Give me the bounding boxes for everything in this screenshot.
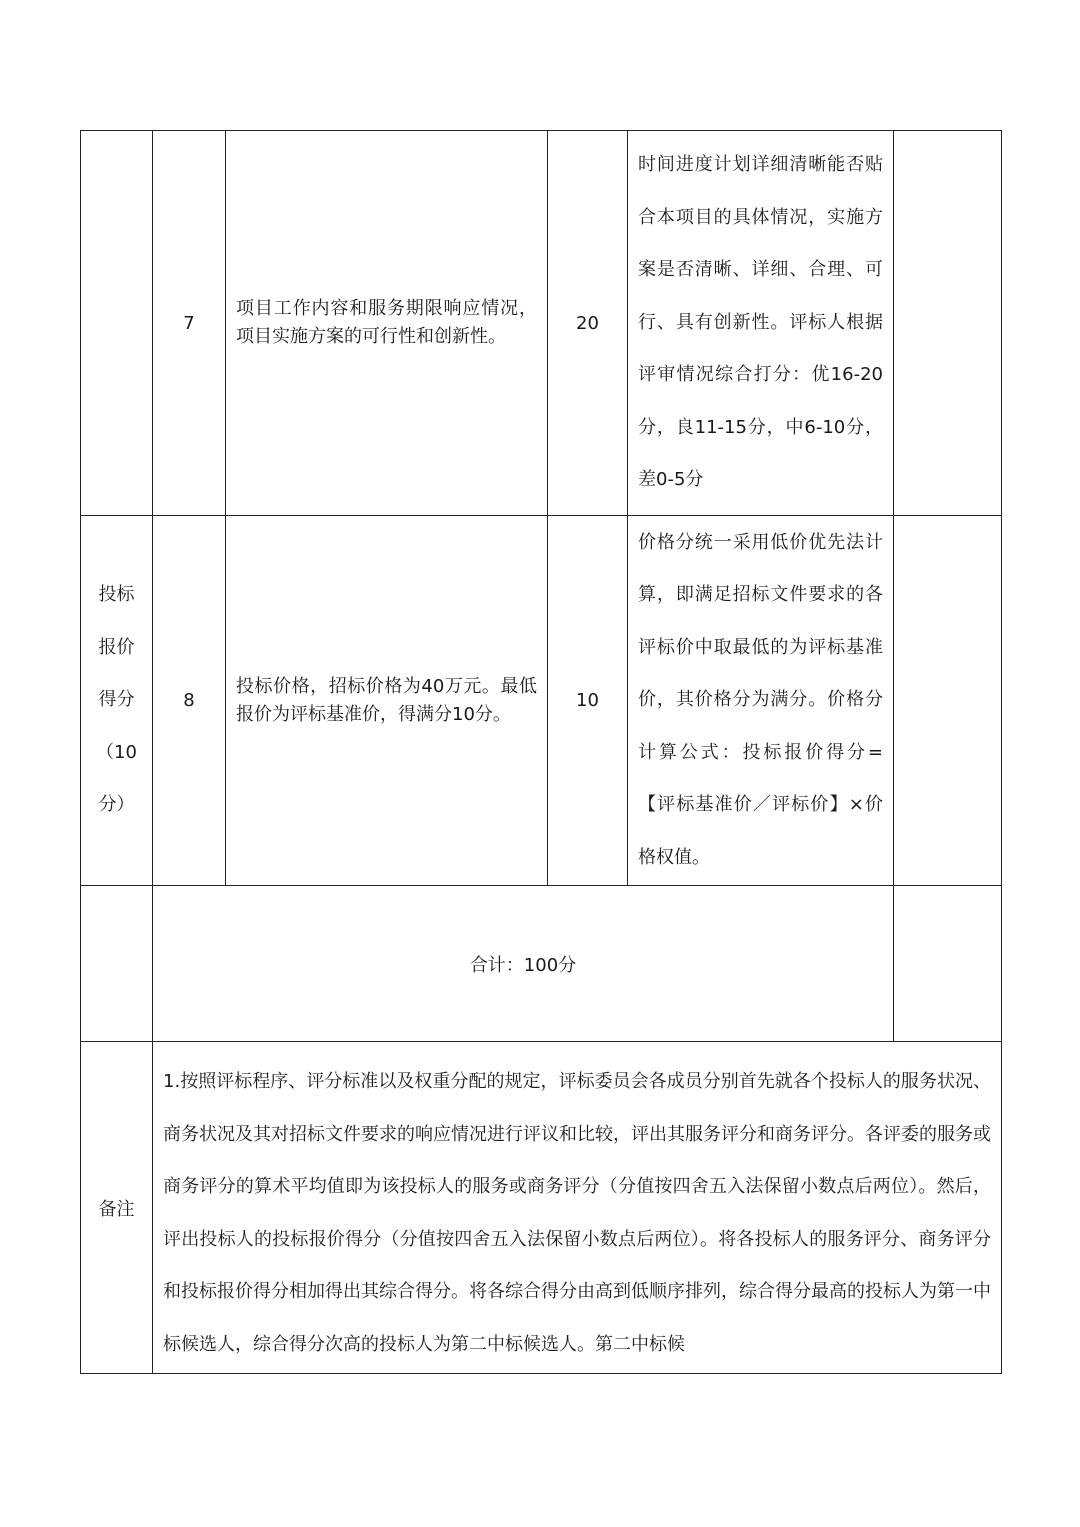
category-line: 得分 xyxy=(98,689,135,711)
remarks-cell xyxy=(153,1042,1002,1374)
remarks-label: 备注 xyxy=(81,1042,153,1374)
table-row xyxy=(81,516,1002,886)
scoring-criteria xyxy=(628,131,894,516)
blank-cell xyxy=(894,131,1002,516)
item-description xyxy=(226,516,548,886)
table-row xyxy=(81,131,1002,516)
item-description-text: 投标价格，招标价格为40万元。最低报价为评标基准价，得满分10分。 xyxy=(236,675,537,725)
category-cell xyxy=(81,516,153,886)
scoring-criteria xyxy=(628,516,894,886)
category-cell xyxy=(81,131,153,516)
blank-cell xyxy=(894,886,1002,1042)
item-number: 8 xyxy=(153,516,226,886)
blank-cell xyxy=(894,516,1002,886)
item-points: 10 xyxy=(548,516,628,886)
category-line: 投标 xyxy=(98,584,135,606)
total-score: 合计：100分 xyxy=(153,886,894,1042)
item-points: 20 xyxy=(548,131,628,516)
remarks-row xyxy=(81,1042,1002,1374)
remarks-text: 1.按照评标程序、评分标准以及权重分配的规定，评标委员会各成员分别首先就各个投标人的服务状况、商务状况及其对招标文件要求的响应情况进行评议和比较，评出其服务评分和商务评分。各评委的服务或商务评分的算术平均值即为该投标人的服务或商务评分（分值按四舍五入法保留小数点后两位）。然后，评出投标人的投标报价得分（分值按四舍五入法保留小数点后两位）。将各投标人的服务评分、商务评分和投标报价得分相加得出其综合得分。将各综合得分由高到低顺序排列，综合得分最高的投标人为第一中标候选人，综合得分次高的投标人为第二中标候选人。第二中标候 xyxy=(163,1071,991,1355)
category-line: 分） xyxy=(98,794,135,816)
total-row xyxy=(81,886,1002,1042)
item-description xyxy=(226,131,548,516)
scoring-criteria-text: 价格分统一采用低价优先法计算，即满足招标文件要求的各评标价中取最低的为评标基准价，其价格分为满分。价格分计算公式：投标报价得分=【评标基准价／评标价】×价格权值。 xyxy=(638,531,883,868)
category-line: 报价 xyxy=(98,636,135,658)
blank-cell xyxy=(81,886,153,1042)
scoring-table xyxy=(80,130,1002,1374)
item-number: 7 xyxy=(153,131,226,516)
item-description-text: 项目工作内容和服务期限响应情况，项目实施方案的可行性和创新性。 xyxy=(236,298,537,347)
category-line: （10 xyxy=(96,741,137,763)
scoring-criteria-text: 时间进度计划详细清晰能否贴合本项目的具体情况，实施方案是否清晰、详细、合理、可行、具有创新性。评标人根据评审情况综合打分：优16-20分，良11-15分，中6-10分，差0-5分 xyxy=(638,154,883,491)
